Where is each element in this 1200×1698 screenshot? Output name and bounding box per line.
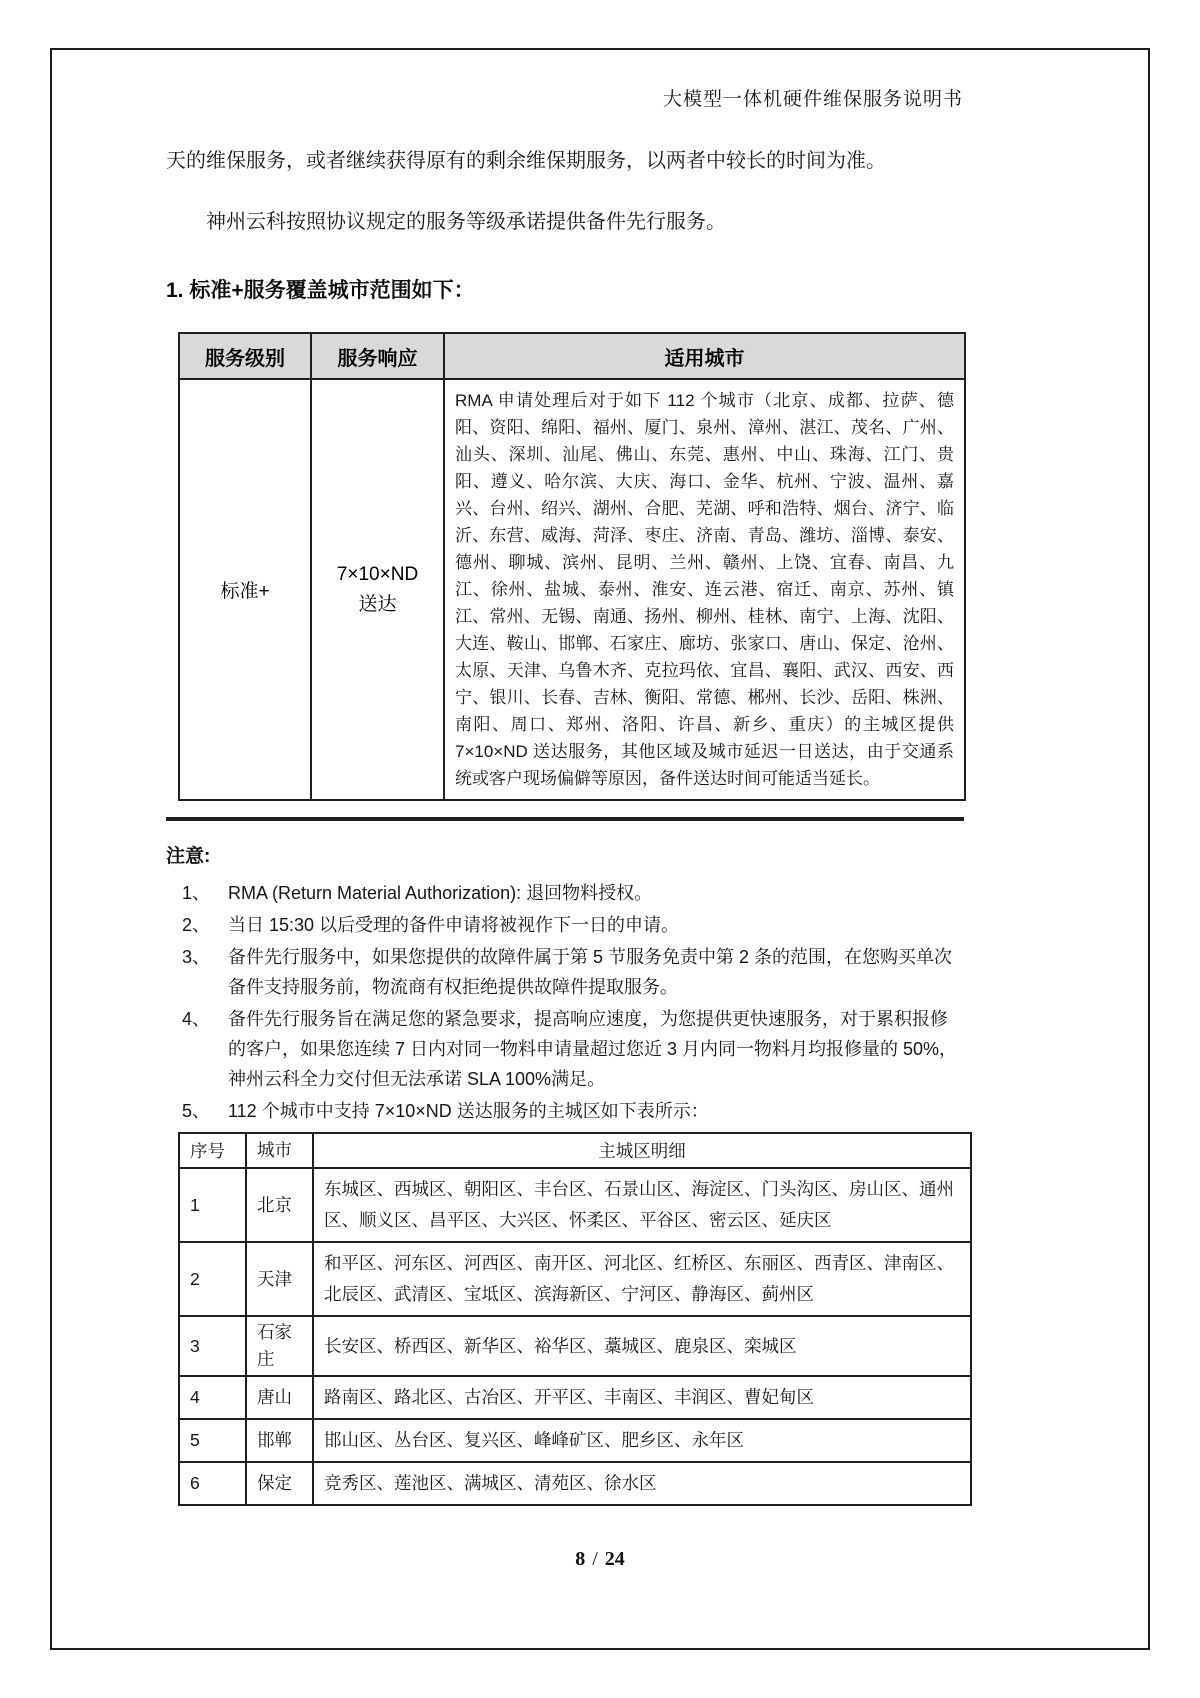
district-list: 东城区、西城区、朝阳区、丰台区、石景山区、海淀区、门头沟区、房山区、通州区、顺义区、昌平区、大兴区、怀柔区、平谷区、密云区、延庆区 <box>313 1168 971 1242</box>
district-row-tangshan <box>179 1376 971 1419</box>
row-index: 2 <box>179 1242 246 1316</box>
district-list: 竞秀区、莲池区、满城区、清苑区、徐水区 <box>313 1462 971 1505</box>
district-row-handan <box>179 1419 971 1462</box>
service-response-cell <box>311 379 444 800</box>
total-pages: 24 <box>604 1548 625 1570</box>
row-index: 6 <box>179 1462 246 1505</box>
notes-list <box>166 878 964 1126</box>
city-name: 唐山 <box>246 1376 313 1419</box>
col-header-city: 城市 <box>246 1133 313 1168</box>
city-name: 保定 <box>246 1462 313 1505</box>
district-list: 邯山区、丛台区、复兴区、峰峰矿区、肥乡区、永年区 <box>313 1419 971 1462</box>
col-header-index: 序号 <box>179 1133 246 1168</box>
current-page: 8 <box>575 1548 586 1570</box>
col-header-districts: 主城区明细 <box>313 1133 971 1168</box>
header-title: 大模型一体机硬件维保服务说明书 <box>662 89 963 110</box>
city-name: 石家庄 <box>246 1316 313 1376</box>
note-item-3 <box>166 942 964 1002</box>
col-header-service-response: 服务响应 <box>311 333 444 379</box>
note-item-4 <box>166 1004 964 1094</box>
col-header-service-level: 服务级别 <box>179 333 311 379</box>
response-line-2: 送达 <box>358 593 397 615</box>
district-row-tianjin <box>179 1242 971 1316</box>
note-text: 备件先行服务旨在满足您的紧急要求，提高响应速度，为您提供更快速服务，对于累积报修的客户，如果您连续 7 日内对同一物料申请量超过您近 3 月内同一物料月均报修量的 50%，神州云科全力交付但无法承诺 SLA 100%满足。 <box>228 1009 958 1089</box>
service-table-header-row <box>179 333 965 379</box>
service-table-row <box>179 379 965 800</box>
service-level-cell: 标准+ <box>179 379 311 800</box>
page-content <box>166 148 964 1506</box>
district-row-shijiazhuang <box>179 1316 971 1376</box>
district-row-baoding <box>179 1462 971 1505</box>
row-index: 5 <box>179 1419 246 1462</box>
note-number: 2、 <box>182 915 211 935</box>
note-item-5 <box>166 1096 964 1126</box>
district-table-header-row <box>179 1133 971 1168</box>
response-line-1: 7×10×ND <box>336 563 419 585</box>
page-separator: / <box>592 1548 598 1570</box>
note-text: RMA (Return Material Authorization): 退回物料授权。 <box>228 883 653 903</box>
applicable-cities-cell: RMA 申请处理后对于如下 112 个城市（北京、成都、拉萨、德阳、资阳、绵阳、福州、厦门、泉州、漳州、湛江、茂名、广州、汕头、深圳、汕尾、佛山、东莞、惠州、中山、珠海、江门、贵阳、遵义、哈尔滨、大庆、海口、金华、杭州、宁波、温州、嘉兴、台州、绍兴、湖州、合肥、芜湖、呼和浩特、烟台、济宁、临沂、东营、威海、菏泽、枣庄、济南、青岛、潍坊、淄博、泰安、德州、聊城、滨州、昆明、兰州、赣州、上饶、宜春、南昌、九江、徐州、盐城、泰州、淮安、连云港、宿迁、南京、苏州、镇江、常州、无锡、南通、扬州、柳州、桂林、南宁、上海、沈阳、大连、鞍山、邯郸、石家庄、廊坊、张家口、唐山、保定、沧州、太原、天津、乌鲁木齐、克拉玛依、宜昌、襄阳、武汉、西安、西宁、银川、长春、吉林、衡阳、常德、郴州、长沙、岳阳、株洲、南阳、周口、郑州、洛阳、许昌、新乡、重庆）的主城区提供 7×10×ND 送达服务，其他区域及城市延迟一日送达，由于交通系统或客户现场偏僻等原因，备件送达时间可能适当延长。 <box>444 379 965 800</box>
note-text: 112 个城市中支持 7×10×ND 送达服务的主城区如下表所示： <box>228 1101 709 1121</box>
col-header-applicable-cities: 适用城市 <box>444 333 965 379</box>
note-number: 5、 <box>182 1101 211 1121</box>
row-index: 3 <box>179 1316 246 1376</box>
row-index: 4 <box>179 1376 246 1419</box>
note-text: 当日 15:30 以后受理的备件申请将被视作下一日的申请。 <box>228 915 680 935</box>
district-row-beijing <box>179 1168 971 1242</box>
notes-heading: 注意: <box>166 846 211 867</box>
note-item-2 <box>166 910 964 940</box>
row-index: 1 <box>179 1168 246 1242</box>
paragraph-service-commitment: 神州云科按照协议规定的服务等级承诺提供备件先行服务。 <box>206 211 726 233</box>
city-name: 邯郸 <box>246 1419 313 1462</box>
district-list: 长安区、桥西区、新华区、裕华区、藁城区、鹿泉区、栾城区 <box>313 1316 971 1376</box>
service-coverage-table <box>178 332 966 801</box>
note-number: 3、 <box>182 947 211 967</box>
page-number <box>0 1548 1200 1571</box>
section-heading: 1. 标准+服务覆盖城市范围如下： <box>166 279 475 302</box>
district-list: 路南区、路北区、古冶区、开平区、丰南区、丰润区、曹妃甸区 <box>313 1376 971 1419</box>
paragraph-warranty-continuation: 天的维保服务，或者继续获得原有的剩余维保期服务，以两者中较长的时间为准。 <box>166 150 886 172</box>
note-number: 1、 <box>182 883 211 903</box>
note-item-1 <box>166 878 964 908</box>
note-text: 备件先行服务中，如果您提供的故障件属于第 5 节服务免责中第 2 条的范围，在您购买单次备件支持服务前，物流商有权拒绝提供故障件提取服务。 <box>228 947 953 997</box>
section-divider-rule <box>166 817 964 821</box>
city-name: 天津 <box>246 1242 313 1316</box>
note-number: 4、 <box>182 1009 211 1029</box>
city-name: 北京 <box>246 1168 313 1242</box>
district-list: 和平区、河东区、河西区、南开区、河北区、红桥区、东丽区、西青区、津南区、北辰区、武清区、宝坻区、滨海新区、宁河区、静海区、蓟州区 <box>313 1242 971 1316</box>
district-table <box>178 1132 972 1506</box>
